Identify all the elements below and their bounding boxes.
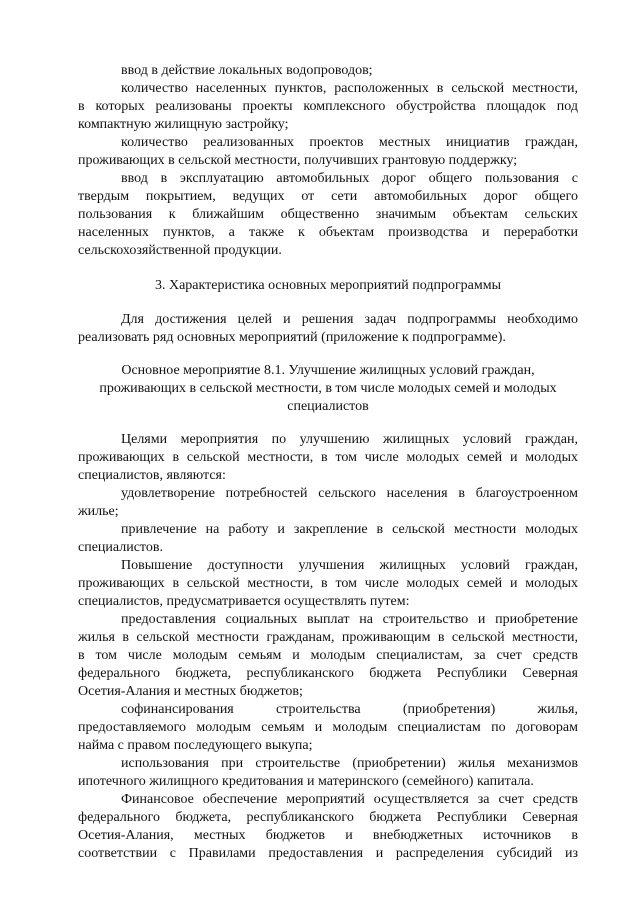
subsection-heading: специалистов — [287, 399, 369, 414]
text-line: количество реализованных проектов местных инициатив граждан, — [121, 135, 578, 150]
text-line: компактную жилищную застройку; — [78, 117, 289, 132]
text-line: предоставляемого молодым семьям и молодым специалистам по договорам — [78, 720, 578, 735]
text-line: ввод в действие локальных водопроводов; — [121, 63, 373, 78]
text-line: сельскохозяйственной продукции. — [78, 243, 282, 258]
text-line: ввод в эксплуатацию автомобильных дорог общего пользования с — [121, 171, 578, 186]
text-line: Осетия-Алания и местных бюджетов; — [78, 684, 303, 699]
text-line: специалистов. — [78, 540, 163, 555]
text-line: предоставления социальных выплат на строительство и приобретение — [121, 612, 578, 627]
text-line: софинансирования строительства (приобретения) жилья, — [121, 702, 578, 717]
text-line: твердым покрытием, ведущих от сети автомобильных дорог общего — [78, 189, 578, 204]
text-line: проживающих в сельской местности, получивших грантовую поддержку; — [78, 153, 518, 168]
subsection-heading: Основное мероприятие 8.1. Улучшение жилищных условий граждан, — [121, 363, 535, 378]
subsection-heading: проживающих в сельской местности, в том числе молодых семей и молодых — [99, 381, 557, 396]
text-line: удовлетворение потребностей сельского населения в благоустроенном — [121, 486, 578, 501]
text-line: жилья в сельской местности гражданам, проживающим в сельской местности, — [78, 630, 578, 645]
text-line: проживающих в сельской местности, в том числе молодых семей и молодых — [78, 450, 578, 465]
text-line: федерального бюджета, республиканского бюджета Республики Северная — [78, 666, 578, 681]
text-line: проживающих в сельской местности, в том числе молодых семей и молодых — [78, 576, 578, 591]
text-line: привлечение на работу и закрепление в сельской местности молодых — [121, 522, 578, 537]
text-line: Финансовое обеспечение мероприятий осуществляется за счет средств — [121, 792, 578, 807]
text-line: Осетия-Алания, местных бюджетов и внебюджетных источников в — [78, 828, 578, 843]
text-line: в том числе молодым семьям и молодым специалистам, за счет средств — [78, 648, 578, 663]
section-heading: 3. Характеристика основных мероприятий подпрограммы — [154, 278, 502, 293]
text-line: реализовать ряд основных мероприятий (приложение к подпрограмме). — [78, 330, 506, 345]
text-line: Для достижения целей и решения задач подпрограммы необходимо — [121, 312, 578, 327]
text-line: ипотечного жилищного кредитования и материнского (семейного) капитала. — [78, 774, 534, 789]
text-line: в которых реализованы проекты комплексного обустройства площадок под — [78, 99, 578, 114]
text-line: пользования к ближайшим общественно значимым объектам сельских — [78, 207, 578, 222]
text-line: населенных пунктов, а также к объектам производства и переработки — [78, 225, 578, 240]
text-line: Целями мероприятия по улучшению жилищных условий граждан, — [121, 432, 578, 447]
text-line: специалистов, предусматривается осуществлять путем: — [78, 594, 410, 609]
text-line: использования при строительстве (приобретении) жилья механизмов — [121, 756, 578, 771]
text-line: жилье; — [78, 504, 119, 519]
text-line: Повышение доступности улучшения жилищных условий граждан, — [121, 558, 578, 573]
text-line: специалистов, являются: — [78, 468, 226, 483]
text-line: количество населенных пунктов, расположенных в сельской местности, — [121, 81, 578, 96]
text-line: найма с правом последующего выкупа; — [78, 738, 313, 753]
text-line: федерального бюджета, республиканского бюджета Республики Северная — [78, 810, 578, 825]
text-line: соответствии с Правилами предоставления и распределения субсидий из — [78, 846, 578, 861]
